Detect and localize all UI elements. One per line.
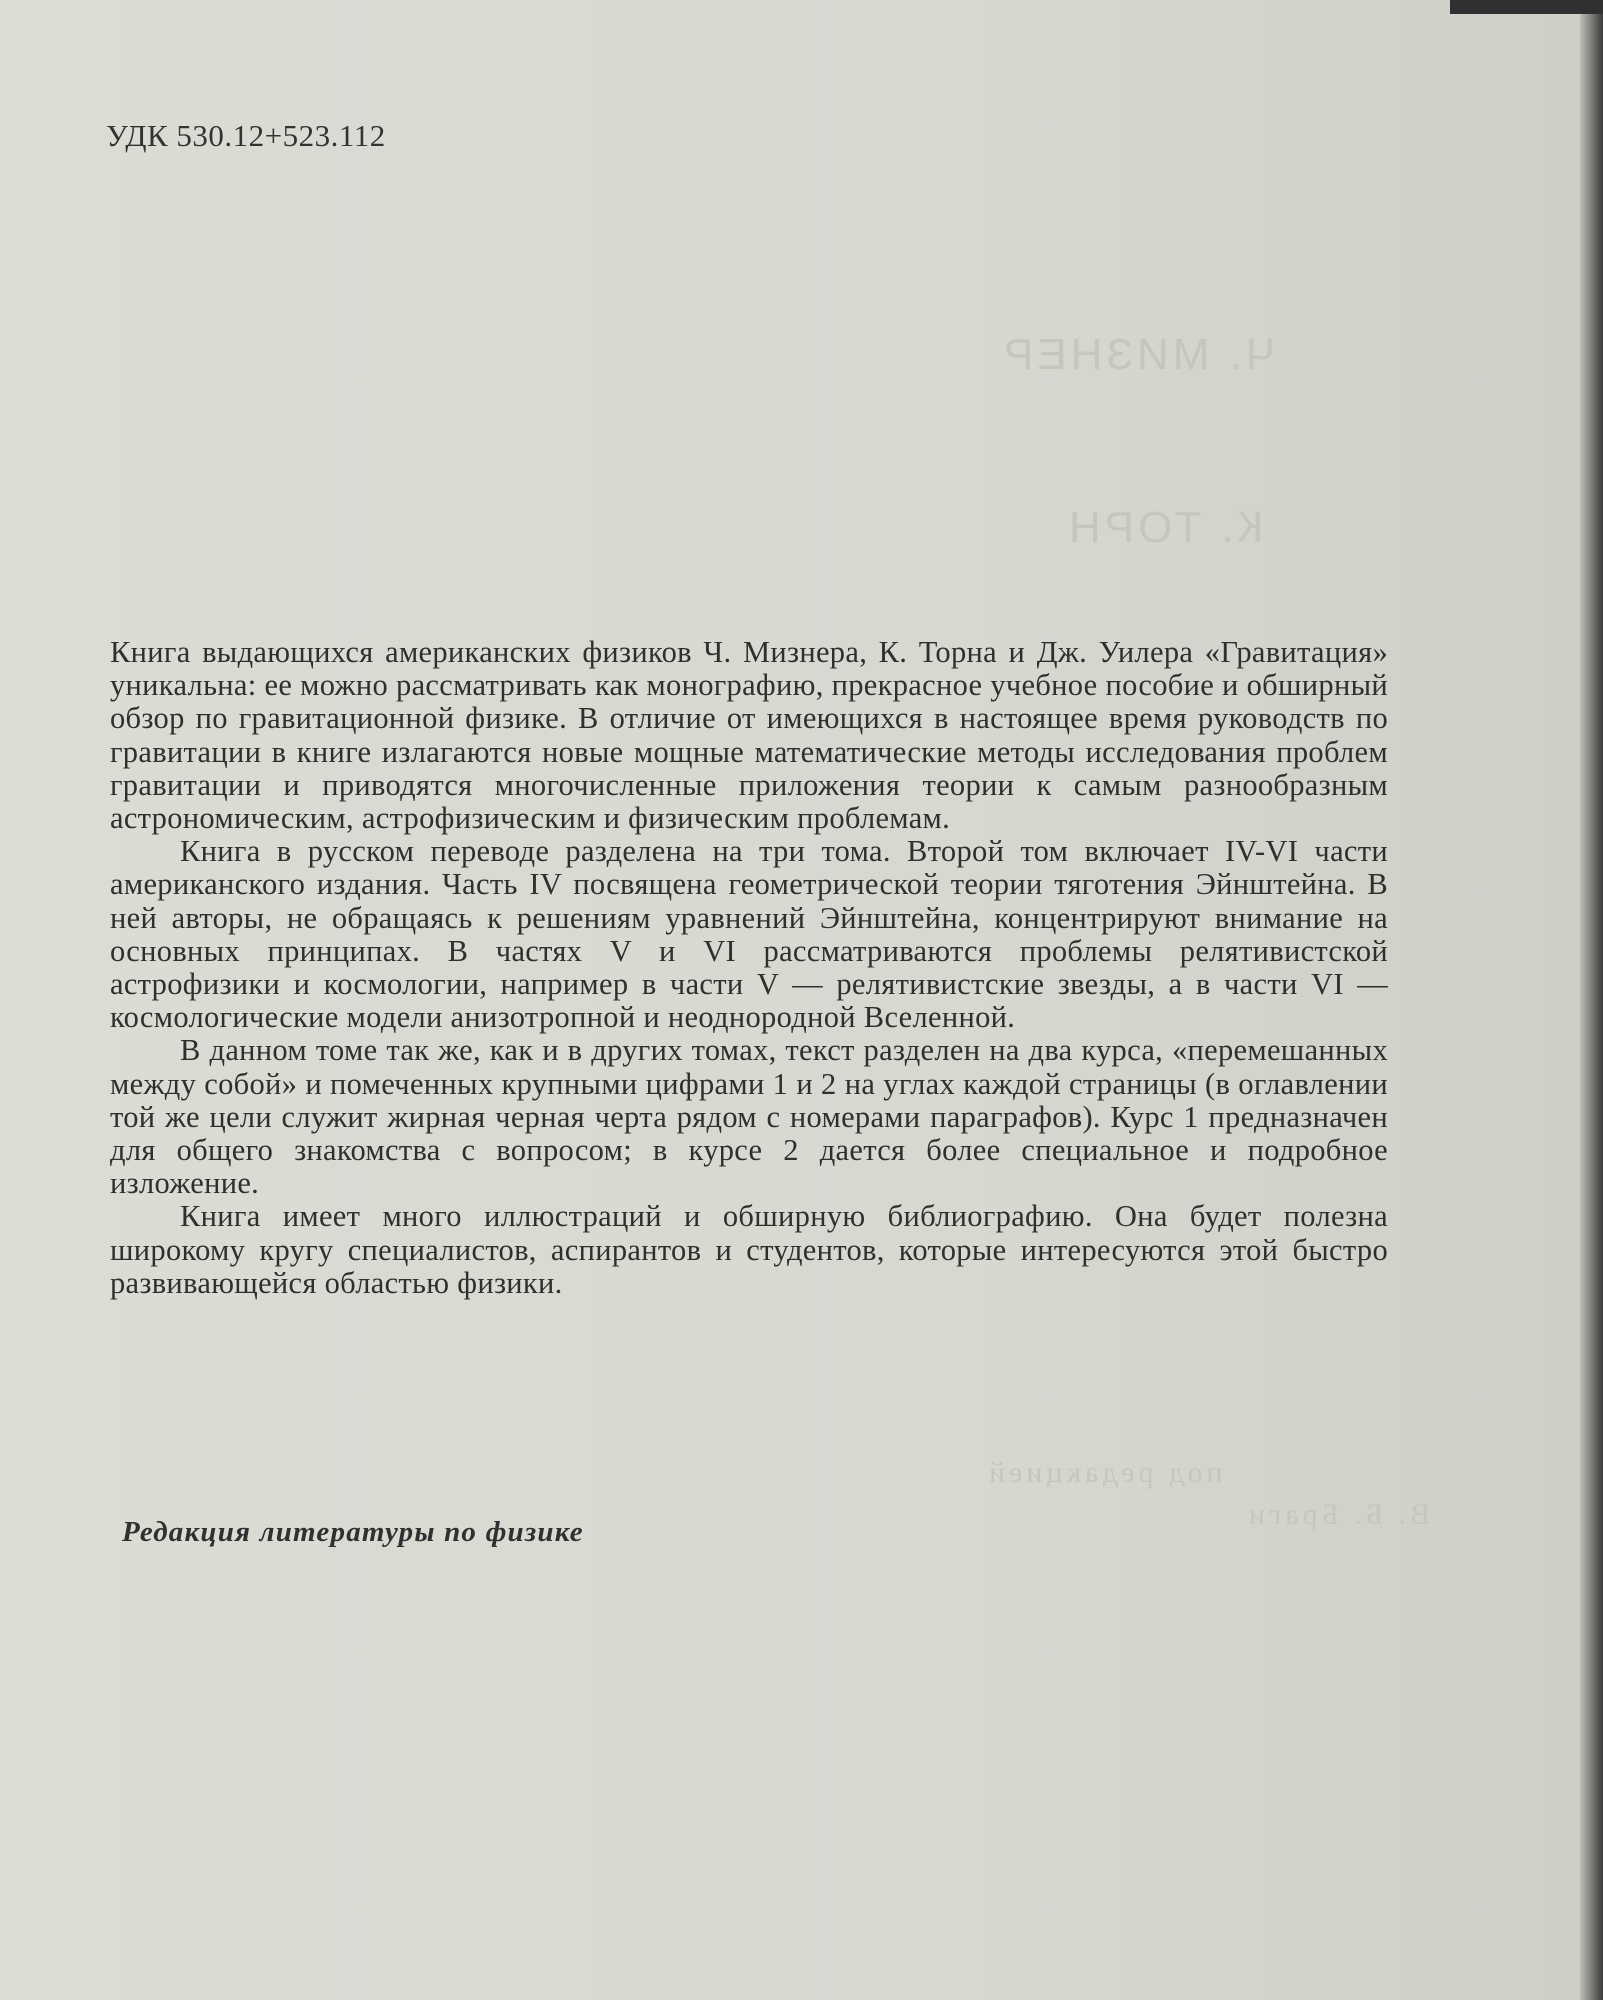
show-through-text-author-1: Ч. МИЗНЕР [1000,330,1276,379]
udk-classification: УДК 530.12+523.112 [106,118,386,153]
annotation-paragraph-4: Книга имеет много иллюстраций и обширную библиографию. Она будет полезна широкому кругу специалистов, аспирантов и студентов, которые интересуются этой быстро развивающейся областью физики. [110,1199,1388,1300]
show-through-text-author-2: К. ТОРН [1065,503,1264,552]
annotation-paragraph-2: Книга в русском переводе разделена на три тома. Второй том включает IV-VI части американского издания. Часть IV посвящена геометрической теории тяготения Эйнштейна. В ней авторы, не обращаясь к решениям уравнений Эйнштейна, концентрируют внимание на основных принципах. В частях V и VI рассматриваются проблемы релятивистской астрофизики и космологии, например в части V — релятивистские звезды, а в части VI — космологические модели анизотропной и неоднородной Вселенной. [110,834,1388,1035]
annotation-paragraph-1: Книга выдающихся американских физиков Ч. Мизнера, К. Торна и Дж. Уилера «Гравитация» уникальна: ее можно рассматривать как монографию, прекрасное учебное пособие и обширный обзор по гравитационной физике. В отличие от имеющихся в настоящее время руководств по гравитации в книге излагаются новые мощные математические методы исследования проблем гравитации и приводятся многочисленные приложения теории к самым разнообразным астрономическим, астрофизическим и физическим проблемам. [110,635,1388,836]
show-through-text-editor-name: В. Б. Браги [1245,1498,1431,1531]
book-cover-strip [1450,0,1603,14]
page-edge [1580,0,1603,2000]
editorial-office-line: Редакция литературы по физике [122,1516,584,1548]
annotation-paragraph-3: В данном томе так же, как и в других томах, текст разделен на два курса, «перемешанных между собой» и помеченных крупными цифрами 1 и 2 на углах каждой страницы (в оглавлении той же цели служит жирная черная черта рядом с номерами параграфов). Курс 1 предназначен для общего знакомства с вопросом; в курсе 2 дается более специальное и подробное изложение. [110,1033,1388,1201]
annotation-text [110,636,1388,1300]
show-through-text-editor-label: под редакцией [985,1456,1223,1489]
